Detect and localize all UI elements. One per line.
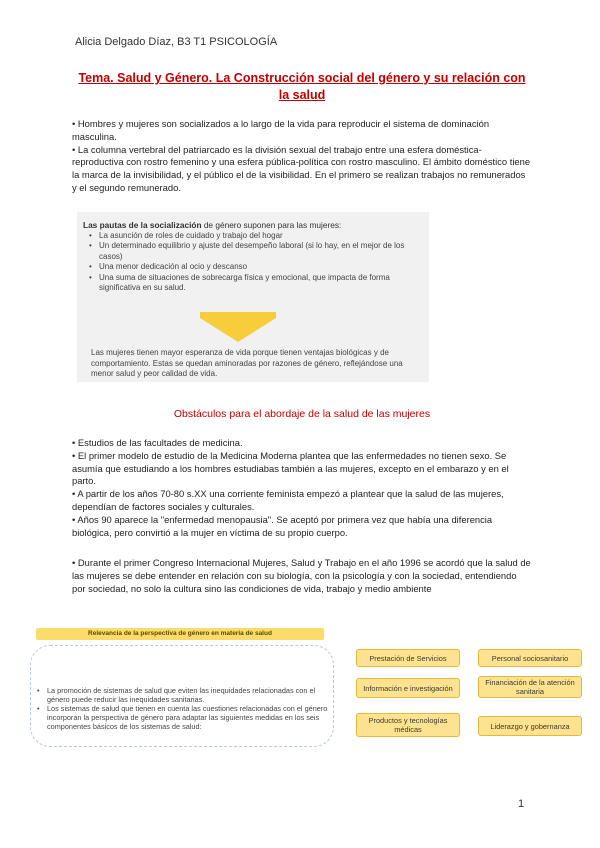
chip-personal-sociosanitario: Personal sociosanitario [478, 649, 582, 667]
figure-bullet: • La asunción de roles de cuidado y trabajo del hogar [89, 231, 419, 241]
figure-conclusion: Las mujeres tienen mayor esperanza de vida porque tienen ventajas biológicas y de comportamiento. Estas se quedan aminoradas por razones de género, reflejándose una menor salud y peor calidad de vida. [91, 348, 403, 379]
figure-intro-rest: de género suponen para las mujeres: [201, 220, 342, 230]
down-arrow-icon [200, 318, 276, 342]
intro-paragraph: • Hombres y mujeres son socializados a lo largo de la vida para reproducir el sistema de dominación masculina. [72, 118, 490, 142]
obstacle-paragraph: • El primer modelo de estudio de la Medicina Moderna plantea que las enfermedades no tienen sexo. Se asumía que estudiando a los hombres estudiabas también a las mujeres, excepto en el embarazo y en el parto. [72, 449, 509, 487]
gender-perspective-banner: Relevancia de la perspectiva de género en materia de salud [36, 628, 324, 640]
chip-liderazgo-gobernanza: Liderazgo y gobernanza [478, 716, 582, 736]
obstacles-section [72, 437, 532, 539]
perspective-bullet-list [37, 686, 329, 731]
obstacle-paragraph: • Años 90 aparece la "enfermedad menopausia". Se aceptó por primera vez que había una diferencia biológica, pero convirtió a la mujer en víctima de su propio cuerpo. [72, 513, 493, 538]
perspective-bullet: • Los sistemas de salud que tienen en cuenta las cuestiones relacionadas con el género incorporan la perspectiva de género para adaptar las siguientes medidas en los seis componentes básicos de los sistemas de salud: [37, 704, 329, 731]
chip-productos-tecnologias: Productos y tecnologías médicas [356, 713, 460, 737]
figure-bullet: • Una menor dedicación al ocio y descanso [89, 262, 419, 272]
chip-prestacion-servicios: Prestación de Servicios [356, 649, 460, 667]
obstacle-paragraph: • Estudios de las facultades de medicina. [72, 437, 243, 448]
figure-bullet: • Un determinado equilibrio y ajuste del desempeño laboral (si lo hay, en el mejor de los casos) [89, 241, 419, 262]
socialization-figure [77, 212, 429, 382]
section-subtitle: Obstáculos para el abordaje de la salud de las mujeres [173, 408, 431, 420]
congress-paragraph: • Durante el primer Congreso Internacional Mujeres, Salud y Trabajo en el año 1996 se acordó que la salud de las mujeres se debe entender en relación con su biología, con la psicología y con la sociedad, entendiendo por sociedad, no solo la cultura sino las condiciones de vida, trabajo y medio ambiente [72, 557, 531, 594]
document-header: Alicia Delgado Díaz, B3 T1 PSICOLOGÍA [75, 36, 278, 48]
gender-perspective-box [30, 645, 334, 747]
figure-intro-bold: Las pautas de la socialización [83, 220, 202, 230]
intro-paragraph: • La columna vertebral del patriarcado es la división sexual del trabajo entre una esfera doméstica-reproductiva con rostro femenino y una esfera pública-política con rostro masculino. El ámbito doméstico tiene la marca de la invisibilidad, y el público el de la visibilidad. En el primero se realizan trabajos no remunerados y el segundo remunerado. [72, 143, 531, 193]
figure-bullet-list [89, 231, 419, 293]
figure-bullet: • Una suma de situaciones de sobrecarga física y emocional, que impacta de forma significativa en su salud. [89, 273, 419, 294]
figure-intro [83, 220, 341, 230]
document-title: Tema. Salud y Género. La Construcción social del género y su relación con la salud [78, 71, 526, 102]
intro-section [72, 118, 532, 195]
perspective-bullet: • La promoción de sistemas de salud que eviten las inequidades relacionadas con el género puede reducir las inequidades sanitarias. [37, 686, 329, 704]
chip-financiacion-atencion: Financiación de la atención sanitaria [478, 676, 582, 698]
obstacle-paragraph: • A partir de los años 70-80 s.XX una corriente feminista empezó a plantear que la salud de las mujeres, dependían de factores sociales y culturales. [72, 488, 504, 512]
page-number: 1 [518, 798, 525, 810]
chip-informacion-investigacion: Información e investigación [356, 678, 460, 698]
